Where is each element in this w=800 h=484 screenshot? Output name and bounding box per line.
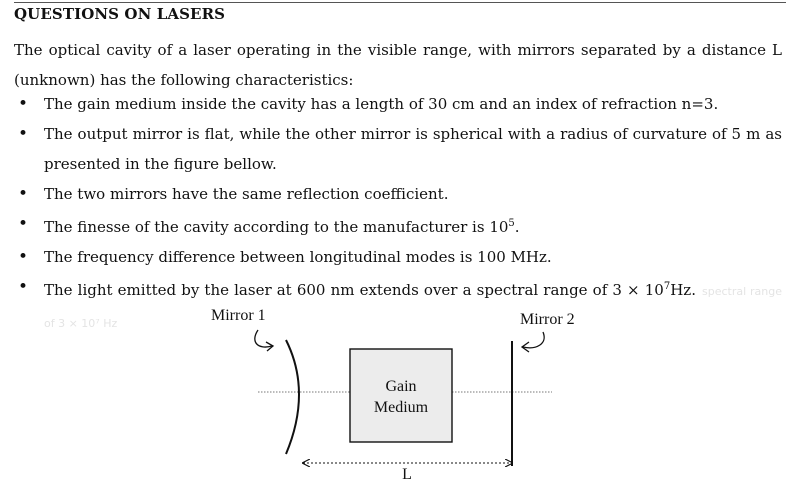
list-item bbox=[14, 242, 782, 272]
characteristics-list bbox=[14, 89, 782, 339]
item-text-end: Hz. bbox=[670, 281, 696, 299]
mirror2-pointer-icon bbox=[523, 332, 544, 348]
mirror1-label: Mirror 1 bbox=[211, 307, 266, 324]
item-text: The output mirror is flat, while the other mirror is spherical with a radius of curvature of 5 m as presented in the figure bellow. bbox=[44, 125, 782, 173]
distance-label: L bbox=[402, 466, 412, 482]
watermark-text: spectral range of 3 × 10⁷ Hz bbox=[44, 285, 782, 330]
section-heading: QUESTIONS ON LASERS bbox=[14, 5, 226, 23]
spherical-mirror bbox=[286, 340, 299, 454]
gain-medium-label: Gain bbox=[385, 378, 417, 395]
item-text: The finesse of the cavity according to the manufacturer is 10 bbox=[44, 218, 509, 236]
exponent: 7 bbox=[663, 281, 671, 292]
list-item bbox=[14, 89, 782, 119]
laser-cavity-figure bbox=[200, 304, 600, 482]
list-item bbox=[14, 119, 782, 179]
gain-medium-box bbox=[350, 349, 452, 442]
item-text: The light emitted by the laser at 600 nm extends over a spectral range of 3 × 10 bbox=[44, 281, 664, 299]
exponent: 5 bbox=[508, 218, 515, 229]
top-rule bbox=[14, 2, 786, 3]
list-item bbox=[14, 179, 782, 209]
item-text: The frequency difference between longitudinal modes is 100 MHz. bbox=[44, 248, 552, 266]
list-item bbox=[14, 209, 782, 242]
intro-paragraph: The optical cavity of a laser operating in the visible range, with mirrors separated by a distance L (unknown) has the following characteristics: bbox=[14, 41, 782, 89]
gain-medium-label: Medium bbox=[373, 399, 429, 416]
item-text-end: . bbox=[514, 218, 520, 236]
item-text: The gain medium inside the cavity has a length of 30 cm and an index of refraction n=3. bbox=[44, 95, 719, 113]
mirror2-label: Mirror 2 bbox=[520, 311, 575, 328]
item-text: The two mirrors have the same reflection coefficient. bbox=[44, 185, 449, 203]
